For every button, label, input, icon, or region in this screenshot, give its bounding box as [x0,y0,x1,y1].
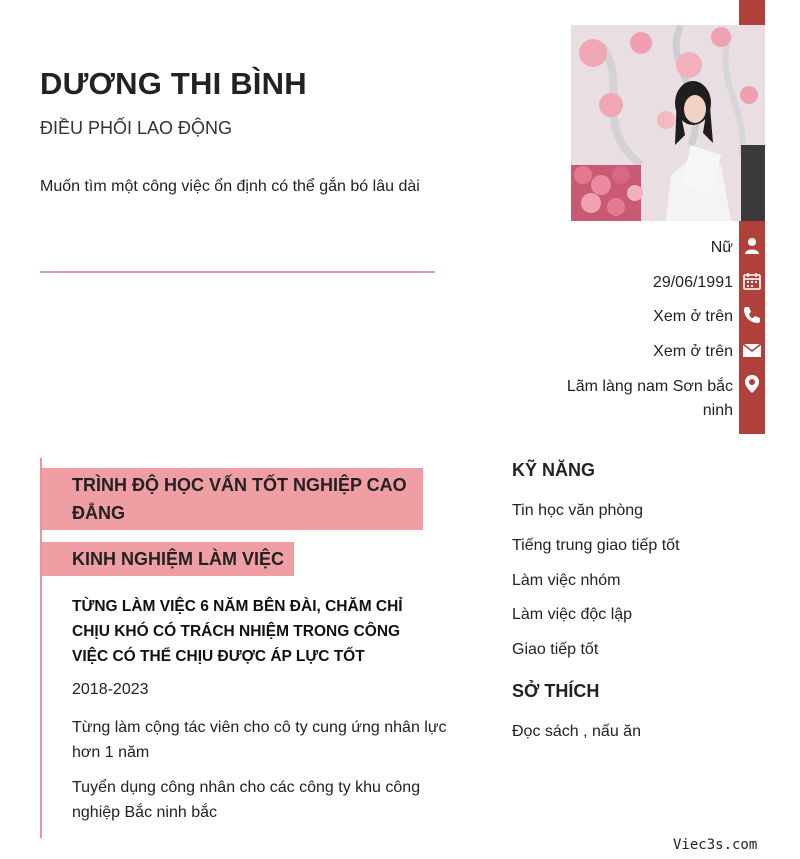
contact-email: Xem ở trên [653,343,733,360]
experience-heading: KINH NGHIỆM LÀM VIỆC [42,542,294,576]
footer-brand: Viec3s.com [673,837,758,853]
hobbies-heading: SỞ THÍCH [512,681,600,701]
skill-item: Tiếng trung giao tiếp tốt [512,537,680,554]
phone-icon [742,305,762,325]
hobbies-text: Đọc sách , nấu ăn [512,723,641,740]
skill-item: Làm việc nhóm [512,572,621,589]
contact-address: Lãm làng nam Sơn bắc ninh [566,378,733,419]
skill-item: Làm việc độc lập [512,606,633,623]
education-heading: TRÌNH ĐỘ HỌC VẤN TỐT NGHIỆP CAO ĐẲNG [42,468,423,530]
location-pin-icon [742,374,762,394]
job-description: Tuyển dụng công nhân cho các công ty khu công nghiệp Bắc ninh bắc [72,779,421,821]
skills-heading: KỸ NĂNG [512,460,596,480]
skill-item: Tin học văn phòng [512,502,644,519]
skill-item: Giao tiếp tốt [512,641,599,658]
header-divider [40,271,435,273]
candidate-name: DƯƠNG THI BÌNH [40,66,307,101]
job-description: Từng làm cộng tác viên cho cô ty cung ứng nhân lực hơn 1 năm [72,719,447,761]
job-title: ĐIỀU PHỐI LAO ĐỘNG [40,118,233,138]
job-position-title: TỪNG LÀM VIỆC 6 NĂM BÊN ĐÀI, CHĂM CHỈ CHỊU KHÓ CÓ TRÁCH NHIỆM TRONG CÔNG VIỆC CÓ THỂ CHỊU ĐƯỢC ÁP LỰC TỐT [72,598,403,665]
mail-icon [742,340,762,360]
profile-photo [571,25,765,221]
calendar-icon [742,271,762,291]
contact-phone: Xem ở trên [653,308,733,325]
contact-birthdate: 29/06/1991 [652,274,733,291]
person-icon [742,236,762,256]
career-objective: Muốn tìm một công việc ổn định có thể gắn bó lâu dài [40,178,420,195]
contact-gender: Nữ [710,239,733,256]
job-period: 2018-2023 [72,681,149,698]
